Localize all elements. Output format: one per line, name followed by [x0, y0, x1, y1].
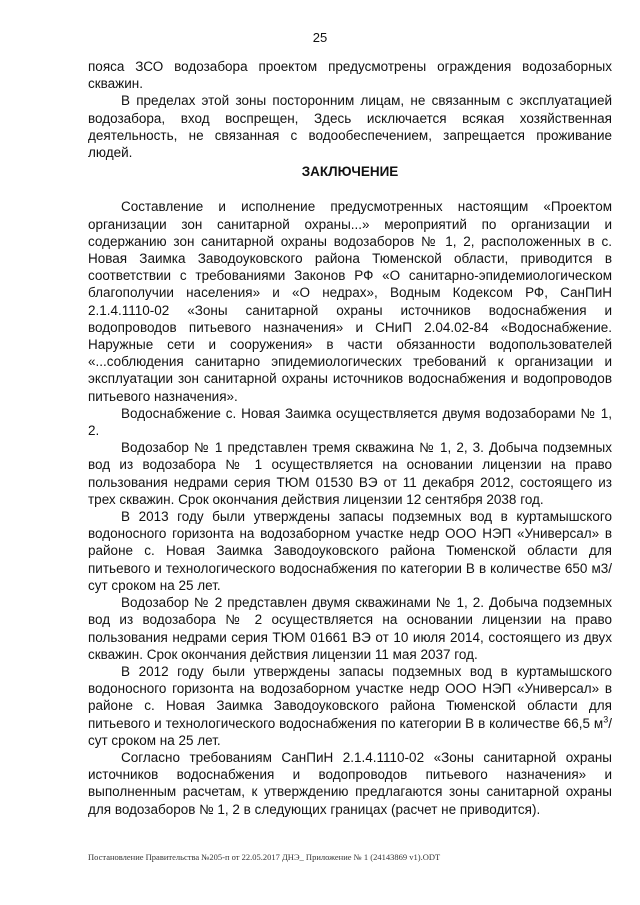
paragraph: Составление и исполнение предусмотренных настоящим «Проектом организации зон санитарной охраны...» мероприятий по организации и содержанию зон санитарной охраны водозаборов № 1, 2, расположенных в с. Новая Заимка Заводоуковского района Тюменской области, приводится в соответствии с требованиями Законов РФ «О санитарно-эпидемиологическом благополучии населения» и «О недрах», Водным Кодексом РФ, СанПиН 2.1.4.1110-02 «Зоны санитарной охраны источников водоснабжения и водопроводов питьевого назначения» и СНиП 2.04.02-84 «Водоснабжение. Наружные сети и сооружения» в части обязанности водопользователей «...соблюдения санитарно эпидемиологических требований к организации и эксплуатации зон санитарной охраны источников водоснабжения и водопроводов питьевого назначения». — [88, 199, 612, 404]
paragraph: В 2013 году были утверждены запасы подземных вод в куртамышского водоносного горизонта на водозаборном участке недр ООО НЭП «Универсал» в районе с. Новая Заимка Заводоуковского района Тюменской области для питьевого и технологического водоснабжения по категории В в количестве 650 м3/сут сроком на 25 лет. — [88, 509, 612, 593]
page-number: 25 — [312, 30, 328, 45]
document-body — [88, 58, 612, 818]
paragraph: пояса ЗСО водозабора проектом предусмотрены ограждения водозаборных скважин. — [88, 59, 612, 92]
paragraph: Водоснабжение с. Новая Заимка осуществляется двумя водозаборами № 1, 2. — [88, 405, 612, 439]
footer-note: Постановление Правительства №205-п от 22.05.2017 ДНЭ_ Приложение № 1 (24143869 v1).ODT — [88, 852, 441, 862]
paragraph-text: /сут сроком на 25 лет. — [88, 715, 612, 748]
paragraph: Водозабор № 2 представлен двумя скважинами № 1, 2. Добыча подземных вод из водозабора № 2 осуществляется на основании лицензии на право пользования недрами серия ТЮМ 01661 ВЭ от 10 июля 2014, состоящего из двух скважин. Срок окончания действия лицензии 11 мая 2037 год. — [88, 595, 612, 662]
paragraph: В пределах этой зоны посторонним лицам, не связанным с эксплуатацией водозабора, вход воспрещен, Здесь исключается всякая хозяйственная деятельность, не связанная с водообеспечением, запрещается проживание людей. — [88, 93, 612, 161]
section-heading: ЗАКЛЮЧЕНИЕ — [301, 164, 399, 180]
paragraph — [88, 663, 612, 749]
paragraph: Водозабор № 1 представлен тремя скважина № 1, 2, 3. Добыча подземных вод из водозабора № 1 осуществляется на основании лицензии на право пользования недрами серия ТЮМ 01530 ВЭ от 11 декабря 2012, состоящего из трех скважин. Срок окончания действия лицензии 12 сентября 2038 год. — [88, 440, 612, 507]
paragraph: Согласно требованиям СанПиН 2.1.4.1110-02 «Зоны санитарной охраны источников водоснабжения и водопроводов питьевого назначения» и выполненным расчетам, к утверждению предлагаются зоны санитарной охраны для водозаборов № 1, 2 в следующих границах (расчет не приводится). — [88, 749, 612, 817]
superscript: 3 — [603, 714, 609, 725]
paragraph-text: В 2012 году были утверждены запасы подземных вод в куртамышского водоносного горизонта на водозаборном участке недр ООО НЭП «Универсал» в районе с. Новая Заимка Заводоуковского района Тюменской области для питьевого и технологического водоснабжения по категории В в количестве 66,5 м — [88, 663, 612, 731]
